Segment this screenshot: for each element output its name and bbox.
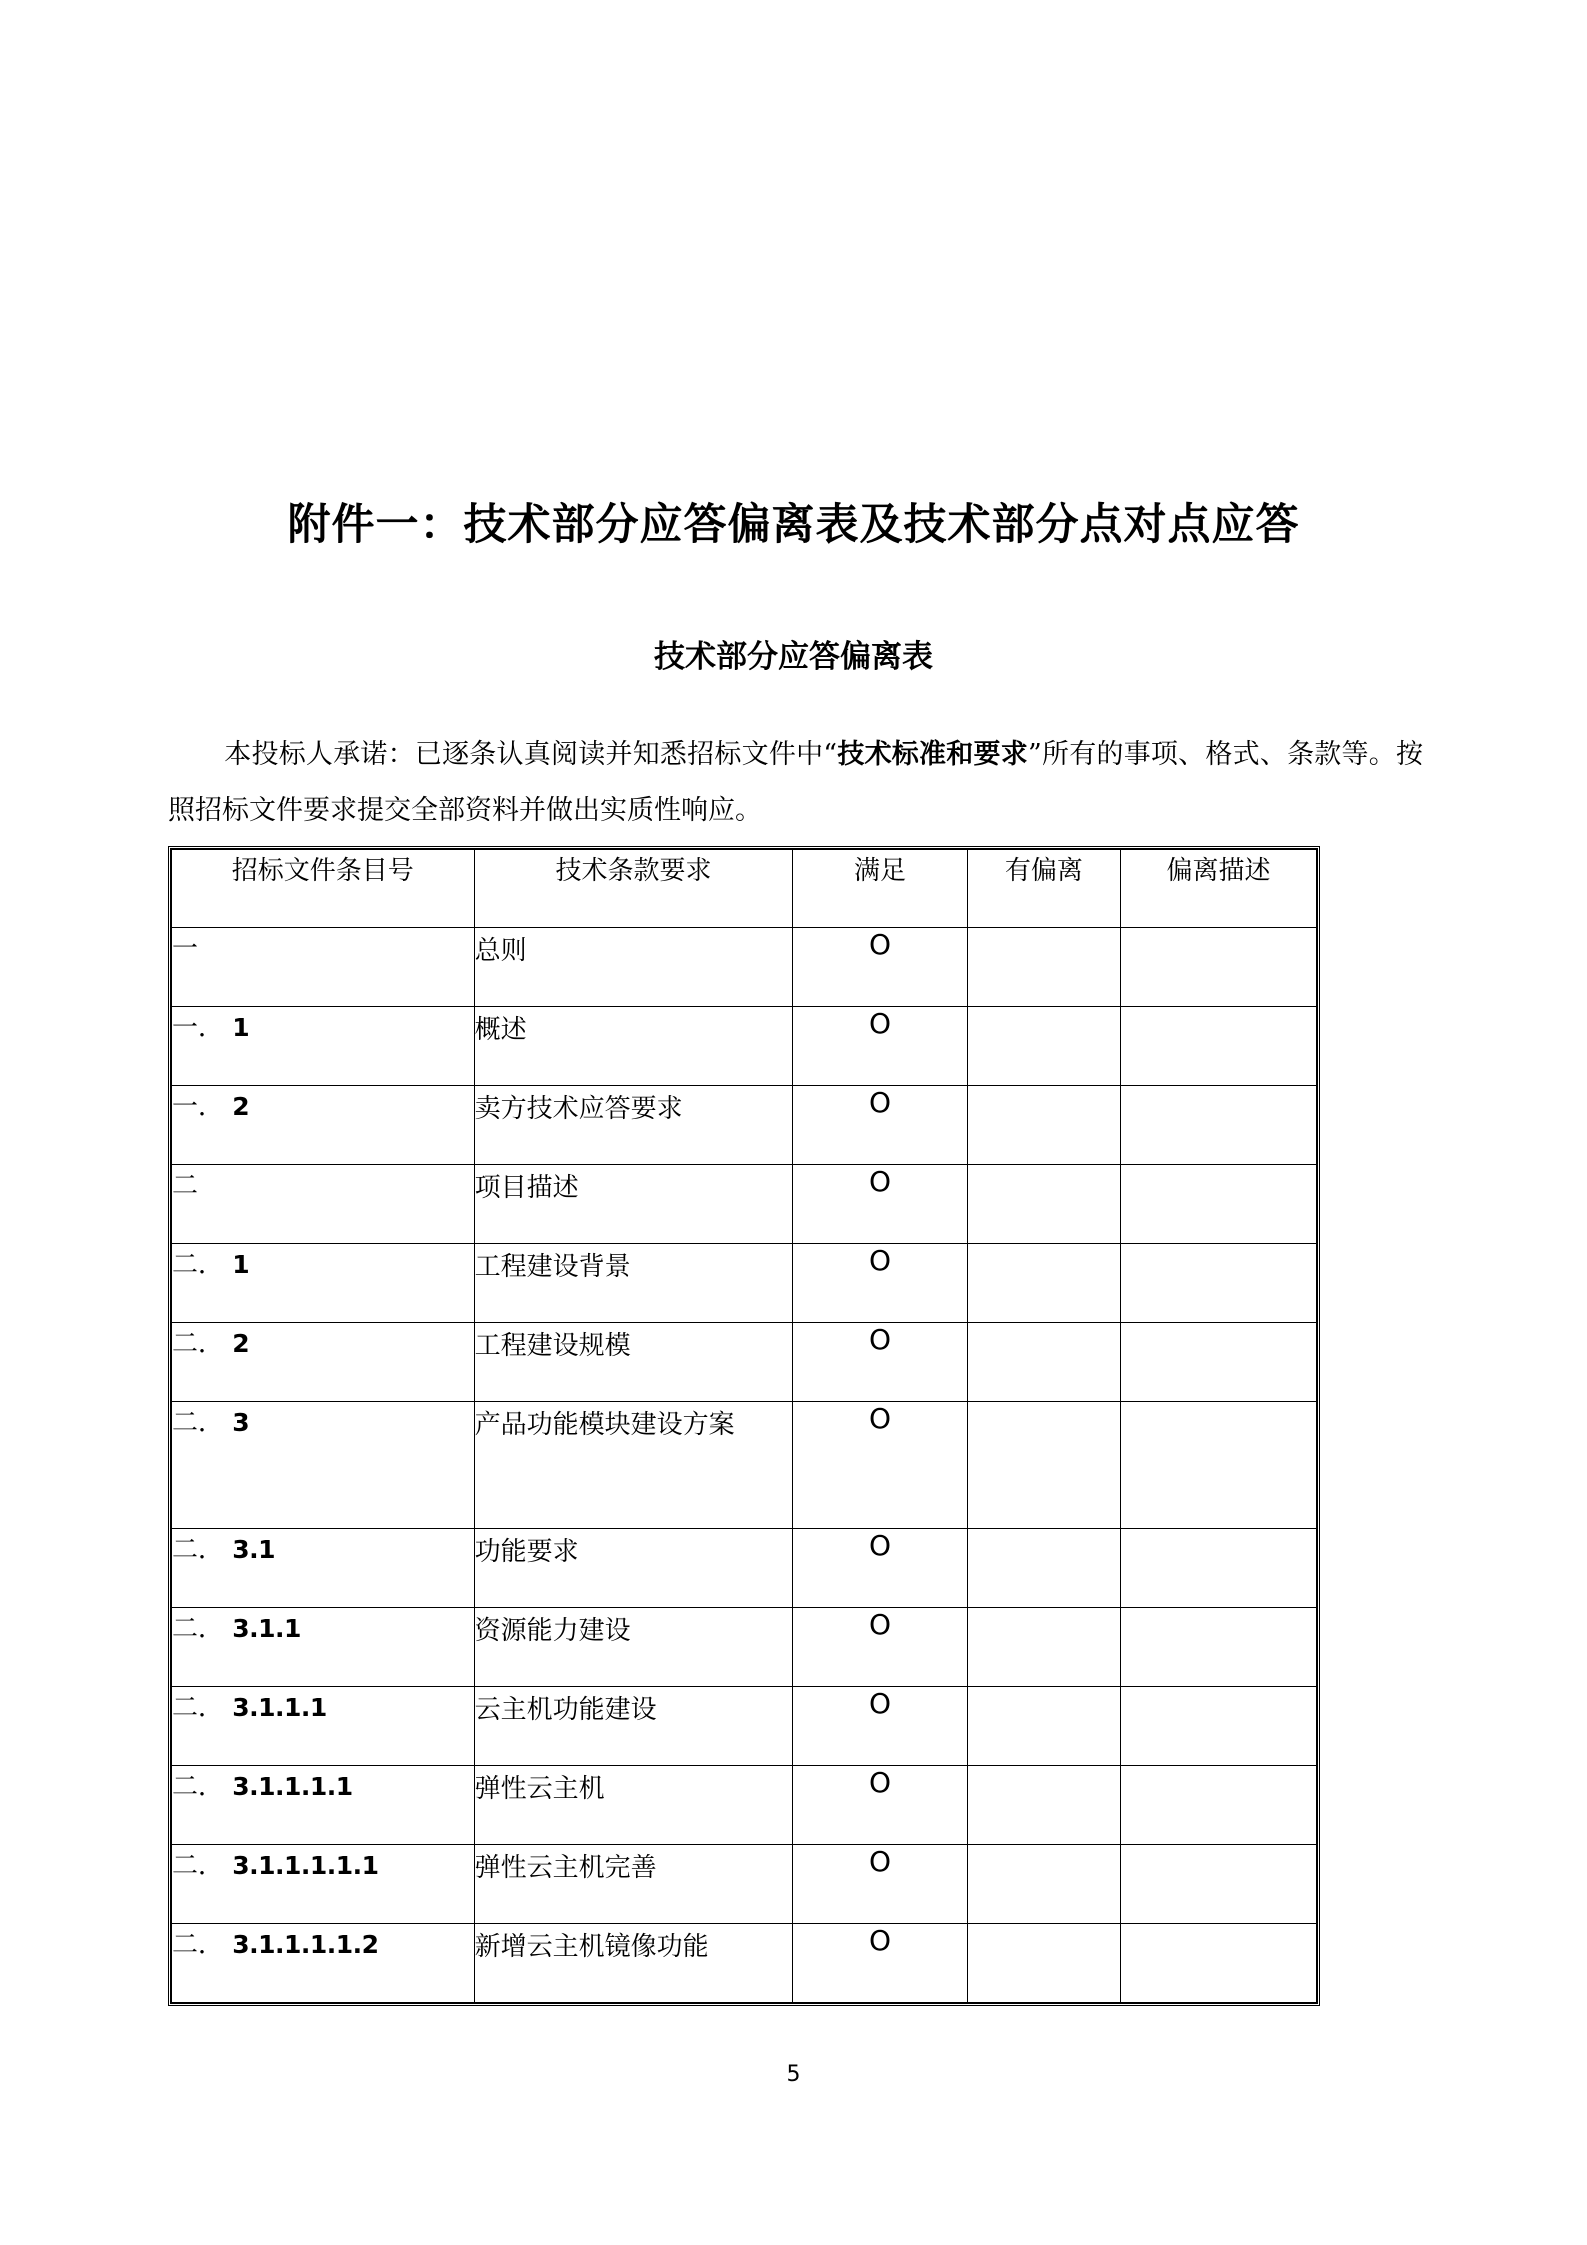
- cell-requirement: 功能要求: [474, 1529, 793, 1608]
- cell-deviation-description: [1121, 1529, 1317, 1608]
- cell-deviation: [967, 1165, 1120, 1244]
- cell-clause-number: 二: [172, 1165, 475, 1244]
- cell-meet-mark: O: [793, 1845, 967, 1924]
- cell-deviation-description: [1121, 928, 1317, 1007]
- cell-deviation-description: [1121, 1244, 1317, 1323]
- paragraph-bold-phrase: 技术标准和要求: [837, 739, 1028, 770]
- cell-deviation-description: [1121, 1402, 1317, 1529]
- table-row: [172, 1244, 1317, 1323]
- cell-clause-number: 一． 1: [172, 1007, 475, 1086]
- cell-meet-mark: O: [793, 1007, 967, 1086]
- cell-meet-mark: O: [793, 1924, 967, 2003]
- cell-clause-number: 二． 3.1.1.1: [172, 1687, 475, 1766]
- cell-deviation: [967, 928, 1120, 1007]
- cell-requirement: 工程建设规模: [474, 1323, 793, 1402]
- table-row: [172, 928, 1317, 1007]
- column-header-deviation: 有偏离: [967, 850, 1120, 928]
- table-body: [172, 928, 1317, 2003]
- cell-clause-number: 一: [172, 928, 475, 1007]
- cell-requirement: 概述: [474, 1007, 793, 1086]
- table-row: [172, 1924, 1317, 2003]
- cell-requirement: 工程建设背景: [474, 1244, 793, 1323]
- cell-clause-number: 二． 3.1.1.1.1: [172, 1766, 475, 1845]
- cell-deviation-description: [1121, 1608, 1317, 1687]
- cell-requirement: 弹性云主机完善: [474, 1845, 793, 1924]
- cell-clause-number: 二． 3.1.1.1.1.2: [172, 1924, 475, 2003]
- cell-deviation-description: [1121, 1766, 1317, 1845]
- table-row: [172, 1608, 1317, 1687]
- cell-requirement: 弹性云主机: [474, 1766, 793, 1845]
- cell-deviation: [967, 1007, 1120, 1086]
- cell-requirement: 总则: [474, 928, 793, 1007]
- cell-deviation: [967, 1086, 1120, 1165]
- table-header-row: [172, 850, 1317, 928]
- table-row: [172, 1687, 1317, 1766]
- cell-deviation-description: [1121, 1845, 1317, 1924]
- cell-deviation: [967, 1924, 1120, 2003]
- commitment-paragraph: [168, 727, 1423, 839]
- cell-meet-mark: O: [793, 1165, 967, 1244]
- page-number: 5: [786, 2062, 801, 2087]
- cell-requirement: 云主机功能建设: [474, 1687, 793, 1766]
- paragraph-text-part1: 本投标人承诺：已逐条认真阅读并知悉招标文件中“: [224, 739, 838, 770]
- table-header: [172, 850, 1317, 928]
- cell-deviation: [967, 1323, 1120, 1402]
- cell-clause-number: 二． 3.1: [172, 1529, 475, 1608]
- cell-requirement: 项目描述: [474, 1165, 793, 1244]
- cell-meet-mark: O: [793, 1766, 967, 1845]
- cell-clause-number: 二． 1: [172, 1244, 475, 1323]
- table-row: [172, 1323, 1317, 1402]
- cell-deviation: [967, 1244, 1120, 1323]
- table-row: [172, 1007, 1317, 1086]
- cell-deviation: [967, 1402, 1120, 1529]
- cell-deviation-description: [1121, 1323, 1317, 1402]
- cell-deviation: [967, 1608, 1120, 1687]
- cell-deviation: [967, 1766, 1120, 1845]
- cell-deviation-description: [1121, 1086, 1317, 1165]
- cell-deviation-description: [1121, 1007, 1317, 1086]
- cell-meet-mark: O: [793, 1687, 967, 1766]
- cell-deviation-description: [1121, 1687, 1317, 1766]
- table-heading: 技术部分应答偏离表: [654, 638, 933, 675]
- cell-meet-mark: O: [793, 1244, 967, 1323]
- column-header-meet: 满足: [793, 850, 967, 928]
- cell-deviation: [967, 1845, 1120, 1924]
- cell-requirement: 新增云主机镜像功能: [474, 1924, 793, 2003]
- deviation-table-container: [168, 846, 1320, 2006]
- cell-deviation: [967, 1529, 1120, 1608]
- table-row: [172, 1402, 1317, 1529]
- cell-meet-mark: O: [793, 1529, 967, 1608]
- cell-clause-number: 二． 3.1.1.1.1.1: [172, 1845, 475, 1924]
- cell-clause-number: 二． 3.1.1: [172, 1608, 475, 1687]
- cell-meet-mark: O: [793, 1086, 967, 1165]
- column-header-clause: 招标文件条目号: [172, 850, 475, 928]
- cell-clause-number: 二． 3: [172, 1402, 475, 1529]
- cell-meet-mark: O: [793, 1608, 967, 1687]
- table-row: [172, 1529, 1317, 1608]
- table-row: [172, 1845, 1317, 1924]
- cell-meet-mark: O: [793, 1402, 967, 1529]
- cell-requirement: 卖方技术应答要求: [474, 1086, 793, 1165]
- cell-deviation-description: [1121, 1924, 1317, 2003]
- cell-meet-mark: O: [793, 1323, 967, 1402]
- cell-requirement: 产品功能模块建设方案: [474, 1402, 793, 1529]
- paragraph-text-part2: ”所有的事项、格式、条款等。按照招标文件要求提交全部资料并做出实质性响应。: [168, 739, 1423, 826]
- column-header-requirement: 技术条款要求: [474, 850, 793, 928]
- page-title: 附件一：技术部分应答偏离表及技术部分点对点应答: [287, 499, 1300, 550]
- cell-meet-mark: O: [793, 928, 967, 1007]
- column-header-description: 偏离描述: [1121, 850, 1317, 928]
- table-row: [172, 1086, 1317, 1165]
- cell-requirement: 资源能力建设: [474, 1608, 793, 1687]
- table-row: [172, 1165, 1317, 1244]
- table-row: [172, 1766, 1317, 1845]
- cell-clause-number: 二． 2: [172, 1323, 475, 1402]
- cell-deviation: [967, 1687, 1120, 1766]
- cell-deviation-description: [1121, 1165, 1317, 1244]
- deviation-table: [171, 849, 1317, 2003]
- cell-clause-number: 一． 2: [172, 1086, 475, 1165]
